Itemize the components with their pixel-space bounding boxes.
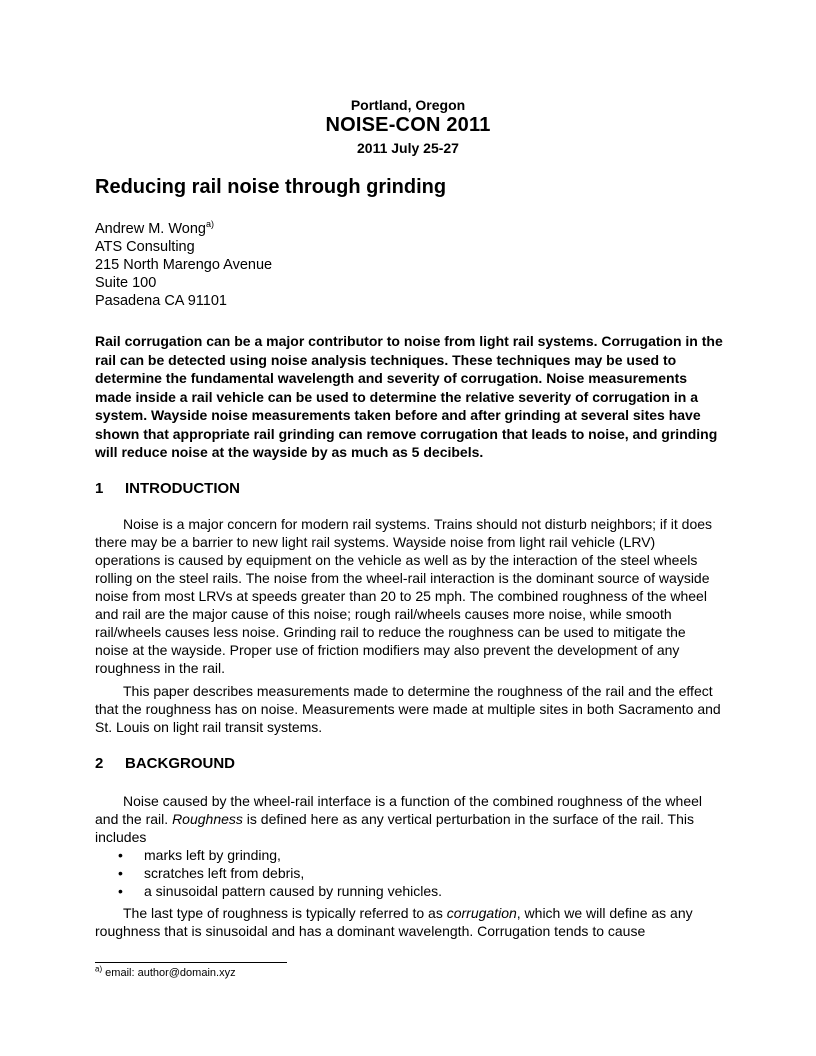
bullet-icon: • bbox=[118, 847, 123, 863]
section-heading-background bbox=[95, 755, 235, 772]
emphasized-term: Roughness bbox=[172, 811, 243, 827]
conference-name: NOISE-CON 2011 bbox=[325, 114, 491, 136]
author-address-line: Suite 100 bbox=[95, 275, 157, 291]
text-run: The last type of roughness is typically referred to as bbox=[123, 905, 447, 921]
background-paragraph-1 bbox=[95, 792, 723, 846]
author-name-line bbox=[95, 220, 272, 238]
footnote-marker: a) bbox=[95, 964, 103, 974]
text-run: Noise caused by the wheel-rail interface is a function of the combined roughness of the wheel and the rail. bbox=[95, 793, 703, 827]
footnote-divider bbox=[95, 962, 287, 963]
text-run: is defined here as any vertical perturbation in the surface of the rail. This includes bbox=[95, 811, 694, 845]
section-title: BACKGROUND bbox=[125, 755, 235, 772]
author-footnote-marker: a) bbox=[205, 219, 214, 230]
footnote-text: email: author@domain.xyz bbox=[102, 967, 236, 979]
footnote bbox=[95, 964, 236, 979]
author-name: Andrew M. Wong bbox=[95, 221, 206, 237]
list-item-text: scratches left from debris, bbox=[144, 865, 305, 881]
list-item bbox=[118, 864, 718, 882]
conference-dates: 2011 July 25-27 bbox=[357, 140, 459, 156]
intro-paragraph-1: Noise is a major concern for modern rail systems. Trains should not disturb neighbors; if it does there may be a barrier to new light rail systems. Wayside noise from light rail vehicle (LRV) operations is caused by equipment on the vehicle as well as by the interaction of the steel wheels rolling on the steel rails. The noise from the wheel-rail interaction is the dominant source of wayside noise from most LRVs at speeds greater than 20 to 25 mph. The combined roughness of the wheel and rail are the major cause of this noise; rough rail/wheels causes more noise, while smooth rail/wheels causes less noise. Grinding rail to reduce the roughness can be used to mitigate the noise at the wayside. Proper use of friction modifiers may also prevent the development of any roughness in the rail. bbox=[95, 516, 713, 676]
list-item bbox=[118, 846, 718, 864]
section-title: INTRODUCTION bbox=[125, 480, 240, 497]
roughness-list bbox=[118, 846, 718, 900]
author-address-line: Pasadena CA 91101 bbox=[95, 293, 227, 309]
paper-title: Reducing rail noise through grinding bbox=[95, 176, 447, 198]
author-affiliation: ATS Consulting bbox=[95, 239, 195, 255]
text-run: , which we will define as any roughness that is sinusoidal and has a dominant wavelength. Corrugation tends to cause bbox=[95, 905, 693, 939]
emphasized-term: corrugation bbox=[446, 905, 517, 921]
intro-paragraph-2: This paper describes measurements made to determine the roughness of the rail and the effect that the roughness has on noise. Measurements were made at multiple sites in both Sacramento and St. Louis on light rail transit systems. bbox=[95, 683, 721, 735]
list-item bbox=[118, 882, 718, 900]
list-item-text: a sinusoidal pattern caused by running vehicles. bbox=[144, 883, 443, 899]
author-address-line: 215 North Marengo Avenue bbox=[95, 257, 273, 273]
abstract: Rail corrugation can be a major contributor to noise from light rail systems. Corrugation in the rail can be detected using noise analysis techniques. These techniques may be used to determine the fundamental wavelength and severity of corrugation. Noise measurements made inside a rail vehicle can be used to determine the relative severity of corrugation in a system. Wayside noise measurements taken before and after grinding at several sites have shown that appropriate rail grinding can remove corrugation that leads to noise, and grinding will reduce noise at the wayside by as much as 5 decibels. bbox=[95, 333, 723, 460]
section-heading-introduction bbox=[95, 480, 240, 497]
section-number: 2 bbox=[95, 755, 104, 772]
bullet-icon: • bbox=[118, 865, 123, 881]
conference-location: Portland, Oregon bbox=[350, 97, 466, 113]
background-paragraph-2 bbox=[95, 904, 723, 940]
author-block bbox=[95, 220, 272, 310]
section-number: 1 bbox=[95, 480, 104, 497]
list-item-text: marks left by grinding, bbox=[144, 847, 281, 863]
bullet-icon: • bbox=[118, 883, 123, 899]
